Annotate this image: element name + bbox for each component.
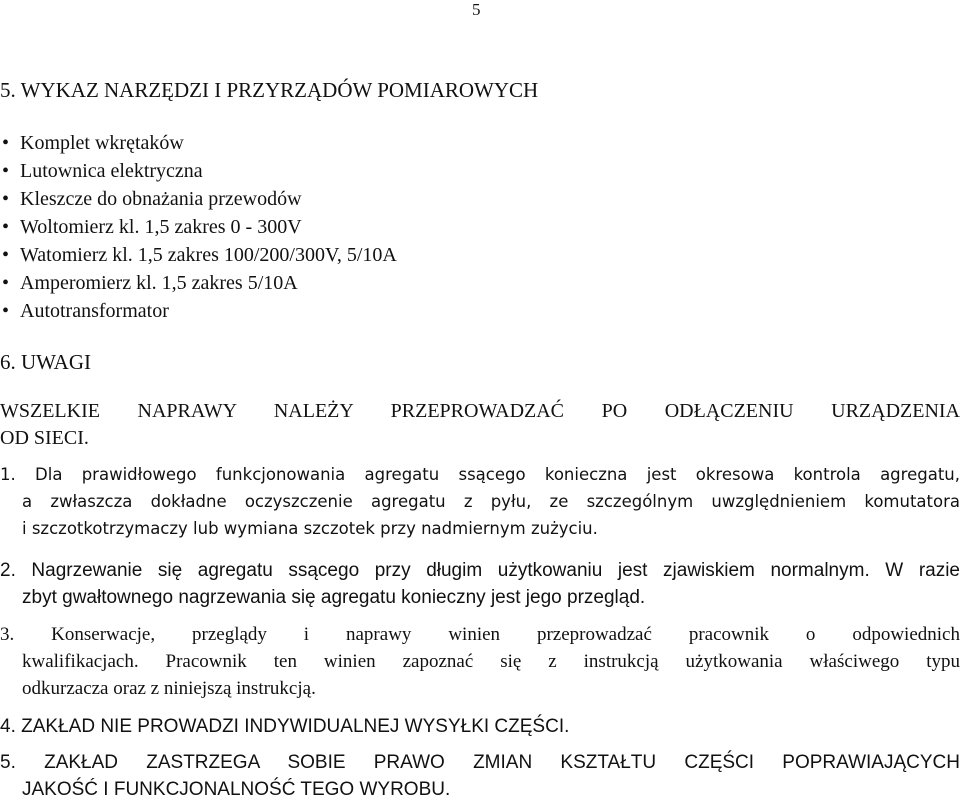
list-item (0, 185, 397, 213)
note-5 (0, 749, 960, 803)
note-line: 4. ZAKŁAD NIE PROWADZI INDYWIDUALNEJ WYSYŁKI CZĘŚCI. (0, 716, 570, 737)
page-number: 5 (472, 0, 481, 19)
bullet-icon: • (2, 188, 10, 210)
note-line: a zwłaszcza dokładne oczyszczenie agregatu z pyłu, ze szczególnym uwzględnieniem komutatora (22, 492, 960, 511)
warning-line: OD SIECI. (0, 427, 89, 449)
note-2 (0, 557, 960, 611)
note-line: JAKOŚĆ I FUNKCJONALNOŚĆ TEGO WYROBU. (22, 779, 451, 800)
note-line: odkurzacza oraz z niniejszą instrukcją. (22, 678, 316, 699)
list-item (0, 129, 397, 157)
list-item-label: Amperomierz kl. 1,5 zakres 5/10A (20, 272, 298, 294)
list-item (0, 241, 397, 269)
section-6-heading: 6. UWAGI (0, 350, 91, 374)
note-line: i szczotkotrzymaczy lub wymiana szczotek przy nadmiernym zużyciu. (22, 519, 598, 538)
note-line: 5. ZAKŁAD ZASTRZEGA SOBIE PRAWO ZMIAN KSZTAŁTU CZĘŚCI POPRAWIAJĄCYCH (0, 752, 960, 773)
warning-notice (0, 398, 960, 452)
list-item (0, 213, 397, 241)
section-5-heading: 5. WYKAZ NARZĘDZI I PRZYRZĄDÓW POMIAROWYCH (0, 78, 539, 102)
list-item (0, 157, 397, 185)
list-item-label: Komplet wkrętaków (20, 132, 184, 154)
note-line: zbyt gwałtownego nagrzewania się agregatu konieczny jest jego przegląd. (22, 587, 646, 608)
warning-line: WSZELKIE NAPRAWY NALEŻY PRZEPROWADZAĆ PO ODŁĄCZENIU URZĄDZENIA (0, 400, 960, 422)
list-item-label: Kleszcze do obnażania przewodów (20, 188, 302, 210)
note-line: 1. Dla prawidłowego funkcjonowania agregatu ssącego konieczna jest okresowa kontrola agregatu, (0, 465, 960, 484)
note-3 (0, 621, 960, 702)
list-item (0, 269, 397, 297)
list-item (0, 297, 397, 325)
note-1 (0, 461, 960, 542)
bullet-icon: • (2, 216, 10, 238)
list-item-label: Autotransformator (20, 300, 169, 322)
tools-list (0, 129, 397, 325)
list-item-label: Lutownica elektryczna (20, 160, 203, 182)
note-4 (0, 713, 960, 740)
list-item-label: Woltomierz kl. 1,5 zakres 0 - 300V (20, 216, 302, 238)
bullet-icon: • (2, 244, 10, 266)
bullet-icon: • (2, 132, 10, 154)
bullet-icon: • (2, 160, 10, 182)
note-line: 2. Nagrzewanie się agregatu ssącego przy długim użytkowaniu jest zjawiskiem normalnym. W razie (0, 560, 960, 581)
list-item-label: Watomierz kl. 1,5 zakres 100/200/300V, 5/10A (20, 244, 397, 266)
note-line: 3. Konserwacje, przeglądy i naprawy winien przeprowadzać pracownik o odpowiednich (0, 624, 960, 645)
note-line: kwalifikacjach. Pracownik ten winien zapoznać się z instrukcją użytkowania właściwego typu (22, 651, 960, 672)
bullet-icon: • (2, 272, 10, 294)
bullet-icon: • (2, 300, 10, 322)
